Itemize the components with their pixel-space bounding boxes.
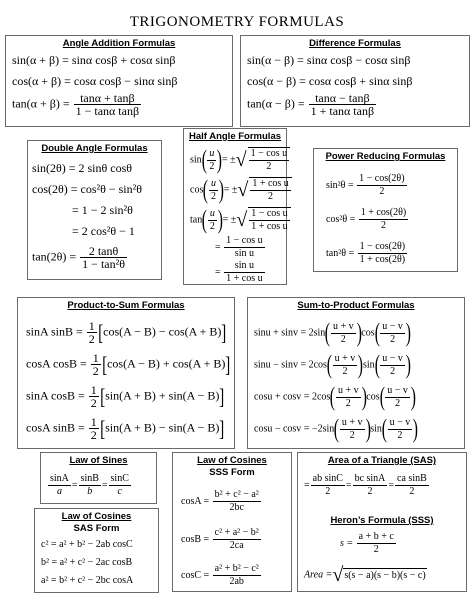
diff-tan-fraction: [309, 92, 376, 117]
u-minus-v: u − v: [387, 384, 408, 396]
half-angle-box: [183, 128, 287, 285]
half-frac: [89, 416, 99, 441]
double-tan-den: 1 − tan²θ: [82, 257, 125, 271]
heron-s-num: a + b + c: [358, 531, 394, 542]
two: 2: [367, 486, 373, 497]
paren-close: ): [217, 145, 223, 174]
product-to-sum-heading: Product-to-Sum Formulas: [67, 300, 185, 311]
cosines-sas-3: a² = b² + c² − 2bc cosA: [41, 575, 134, 586]
u-minus-v: u − v: [389, 416, 411, 428]
power-tan-lhs: tan²θ =: [326, 247, 355, 259]
half-angle-heading: Half Angle Formulas: [188, 131, 282, 142]
cosines-sss-1: [181, 489, 262, 514]
sss-form-subheading: SSS Form: [209, 467, 255, 478]
sss-l3-lhs: cosC =: [181, 569, 210, 581]
stp-l4-lhs: cosu − cosv = −2sin: [254, 423, 335, 435]
sum-tan-num: tanα + tanβ: [74, 92, 141, 105]
area-heading: Area of a Triangle (SAS): [327, 455, 437, 466]
half-u-frac: [208, 208, 217, 233]
sss-l3-num: a² + b² − c²: [214, 563, 259, 574]
stp-formula-1: [254, 320, 411, 346]
pts-l4-bracket: sin(A + B) − sin(A − B): [105, 420, 220, 435]
sum-sin-formula: sin(α + β) = sinα cosβ + cosα sinβ: [12, 53, 176, 67]
two: 2: [349, 429, 355, 441]
stp-upv-frac: [336, 385, 361, 410]
sum-tan-formula: [12, 92, 142, 117]
pts-l1-bracket: cos(A − B) − cos(A + B): [103, 324, 222, 339]
half-tan-alt2-den: 1 + cos u: [226, 273, 263, 284]
double-sin-formula: sin(2θ) = 2 sinθ cosθ: [32, 161, 133, 175]
paren-open: (: [325, 318, 331, 347]
half-tan-num: 1 − cos u: [251, 208, 288, 219]
sines-frac-b: [79, 473, 101, 498]
power-sin-formula: [326, 173, 408, 198]
stp-umv-frac: [380, 353, 405, 378]
eq-sign: =: [345, 479, 352, 491]
paren-close: ): [217, 205, 223, 234]
two: 2: [340, 333, 346, 345]
angle-addition-heading: Angle Addition Formulas: [62, 38, 176, 49]
one: 1: [88, 319, 95, 333]
two: 2: [325, 486, 331, 497]
sinC: sinC: [110, 473, 129, 484]
stp-umv-frac: [388, 417, 413, 442]
u-var: u: [209, 207, 215, 219]
heron-area-formula: [304, 565, 427, 585]
sinB: sinB: [80, 473, 99, 484]
paren-open: (: [381, 414, 387, 443]
eq-sign: =: [215, 241, 221, 253]
difference-heading: Difference Formulas: [309, 38, 401, 49]
stp-formula-2: [254, 352, 411, 378]
power-tan-num: 1 − cos(2θ): [359, 241, 406, 252]
power-cos-lhs: cos²θ =: [326, 213, 356, 225]
pts-formula-1: [26, 320, 227, 345]
stp-upv-frac: [340, 417, 365, 442]
bracket-close: ]: [219, 415, 225, 441]
u-minus-v: u − v: [382, 352, 403, 364]
half-tan-alt2-num: sin u: [224, 260, 264, 273]
area-formula: [304, 473, 430, 498]
law-of-cosines-sas-heading: Law of Cosines: [61, 511, 132, 522]
double-angle-box: [27, 140, 162, 280]
paren-close: ): [356, 318, 362, 347]
double-angle-heading: Double Angle Formulas: [41, 143, 148, 154]
paren-open: (: [326, 350, 332, 379]
pts-formula-4: [26, 416, 225, 441]
double-cos-formula: cos(2θ) = cos²θ − sin²θ: [32, 182, 142, 196]
side-b: b: [87, 486, 93, 497]
paren-open: (: [374, 318, 380, 347]
heron-radicand: s(s − a)(s − b)(s − c): [344, 569, 426, 581]
cosines-sss-3: [181, 563, 262, 588]
power-cos-frac: [359, 207, 408, 232]
area-frac-2: [353, 473, 388, 498]
power-tan-den: 1 + cos(2θ): [359, 254, 406, 265]
heron-s-lhs: s =: [340, 537, 354, 549]
sas-form-subheading: SAS Form: [73, 523, 120, 534]
page-title: TRIGONOMETRY FORMULAS: [129, 14, 345, 30]
paren-open: (: [330, 382, 336, 411]
sss-l3-frac: [213, 563, 261, 588]
stp-l4-fn2: sin: [370, 423, 382, 435]
pm-sign: = ±: [223, 184, 238, 196]
paren-close: ): [405, 318, 411, 347]
u-var: u: [209, 147, 215, 159]
two: 2: [345, 397, 351, 409]
power-sin-frac: [357, 173, 406, 198]
half-u-frac: [207, 148, 216, 173]
law-of-sines-formula: [47, 473, 132, 498]
sqrt-sign: √: [237, 179, 249, 201]
pts-l2-lhs: cosA cosB =: [26, 356, 87, 371]
diff-tan-formula: [247, 92, 377, 117]
sss-l1-frac: [213, 489, 261, 514]
bracket-close: ]: [221, 319, 227, 345]
pts-l2-bracket: cos(A − B) + cos(A + B): [107, 356, 226, 371]
half-tan-alt2-frac: [224, 260, 264, 285]
stp-formula-4: [254, 416, 418, 442]
pts-l3-bracket: sin(A + B) + sin(A − B): [105, 388, 220, 403]
law-of-sines-box: [40, 452, 157, 504]
half-tan-alt1-frac: [224, 235, 264, 260]
half-tan-alt1: [215, 235, 266, 260]
two: 2: [397, 429, 403, 441]
eq-sign: =: [71, 479, 78, 491]
area-frac-3: [395, 473, 429, 498]
bracket-open: [: [97, 319, 104, 345]
paren-open: (: [379, 382, 385, 411]
area-f2-num: bc sinA: [354, 473, 386, 484]
half-cos-num: 1 + cos u: [252, 178, 289, 189]
pts-l3-lhs: sinA cosB =: [26, 388, 85, 403]
diff-tan-lhs: tan(α − β) =: [247, 96, 305, 111]
u-plus-v: u + v: [337, 384, 359, 396]
sqrt-sign: √: [332, 564, 344, 586]
sum-tan-fraction: [74, 92, 141, 117]
half-tan-fn: tan: [190, 214, 203, 226]
law-of-cosines-sas-box: [34, 508, 159, 593]
paren-open: (: [203, 175, 209, 204]
u-plus-v: u + v: [332, 320, 354, 332]
pm-sign: = ±: [222, 214, 237, 226]
eq-sign: =: [215, 266, 221, 278]
paren-open: (: [333, 414, 340, 443]
half-sin-formula: [190, 147, 291, 173]
two: 2: [211, 190, 217, 202]
stp-l2-fn2: sin: [362, 359, 375, 371]
heron-heading: Heron’s Formula (SSS): [330, 515, 434, 526]
sqrt-sign: √: [235, 149, 247, 171]
pts-formula-2: [26, 352, 231, 377]
paren-close: ): [218, 175, 224, 204]
cosines-sas-2: b² = a² + c² − 2ac cosB: [41, 557, 133, 568]
sss-l2-frac: [213, 527, 261, 552]
paren-close: ): [405, 350, 411, 379]
stp-l3-fn2: cos: [366, 391, 380, 403]
bracket-open: [: [101, 351, 108, 377]
double-tan-lhs: tan(2θ) =: [32, 249, 77, 264]
double-tan-num: 2 tanθ: [80, 245, 127, 258]
one: 1: [90, 383, 97, 397]
product-to-sum-box: [17, 297, 235, 449]
stp-l1-lhs: sinu + sinv = 2sin: [254, 327, 326, 339]
power-reducing-box: [313, 148, 458, 272]
cosines-sas-1: c² = a² + b² − 2ab cosC: [41, 539, 133, 550]
half-frac: [91, 352, 101, 377]
half-cos-fn: cos: [190, 184, 204, 196]
double-cos-alt1: = 1 − 2 sin²θ: [72, 203, 133, 217]
sines-frac-c: [109, 473, 131, 498]
half-frac: [89, 384, 99, 409]
two: 2: [268, 191, 274, 202]
difference-box: [240, 35, 470, 127]
half-sin-fn: sin: [190, 154, 202, 166]
stp-upv-frac: [333, 353, 358, 378]
half-cos-radicand: [249, 177, 291, 203]
heron-s-frac: [357, 531, 396, 556]
paren-close: ): [358, 350, 364, 379]
cosines-sss-2: [181, 527, 262, 552]
bracket-close: ]: [219, 383, 225, 409]
two: 2: [90, 428, 97, 442]
sss-l1-lhs: cosA =: [181, 495, 210, 507]
eq-sign: =: [304, 479, 310, 491]
heron-s-formula: [340, 531, 397, 556]
paren-open: (: [201, 145, 207, 174]
bracket-open: [: [99, 415, 106, 441]
u-plus-v: u + v: [341, 416, 363, 428]
diff-sin-formula: sin(α − β) = sinα cosβ − cosα sinβ: [247, 53, 411, 67]
sum-tan-lhs: tan(α + β) =: [12, 96, 70, 111]
two: 2: [266, 161, 272, 172]
power-reducing-heading: Power Reducing Formulas: [325, 151, 446, 162]
sss-l2-lhs: cosB =: [181, 533, 210, 545]
power-cos-num: 1 + cos(2θ): [360, 207, 407, 218]
stp-formula-3: [254, 384, 416, 410]
area-frac-1: [311, 473, 345, 498]
half-tan-radicand: [248, 207, 290, 233]
heron-area-lhs: Area =: [304, 569, 333, 581]
stp-l1-fn2: cos: [361, 327, 375, 339]
area-box: [297, 452, 467, 592]
two: 2: [380, 220, 386, 231]
paren-close: ): [361, 382, 367, 411]
paren-open: (: [374, 350, 380, 379]
diff-tan-num: tanα − tanβ: [309, 92, 376, 105]
pm-sign: = ±: [222, 154, 236, 166]
sss-l2-den: 2ca: [229, 540, 244, 551]
half-tan-alt1-den: sin u: [234, 248, 254, 259]
paren-close: ): [410, 382, 416, 411]
stp-upv-frac: [331, 321, 356, 346]
sss-l1-den: 2bc: [229, 502, 244, 513]
eq-sign: =: [388, 479, 395, 491]
u-minus-v: u − v: [382, 320, 403, 332]
stp-umv-frac: [385, 385, 410, 410]
paren-close: ): [365, 414, 371, 443]
half-sin-radicand: [248, 147, 290, 173]
two: 2: [209, 220, 215, 232]
pts-l4-lhs: cosA sinB =: [26, 420, 85, 435]
sum-to-product-box: [247, 297, 465, 449]
law-of-sines-heading: Law of Sines: [69, 455, 128, 466]
paren-open: (: [201, 205, 208, 234]
two: 2: [390, 365, 396, 377]
one: 1: [90, 415, 97, 429]
double-tan-formula: [32, 245, 128, 270]
two: 2: [395, 397, 401, 409]
law-of-cosines-sss-box: [172, 452, 292, 592]
angle-addition-box: [5, 35, 233, 127]
stp-l3-lhs: cosu + cosv = 2cos: [254, 391, 331, 403]
sum-tan-den: 1 − tanα tanβ: [75, 104, 140, 118]
sinA: sinA: [50, 473, 69, 484]
half-tan-alt2: [215, 260, 266, 285]
half-tan-den: 1 + cos u: [251, 221, 288, 232]
sss-l3-den: 2ab: [229, 576, 244, 587]
area-f3-num: ca sinB: [397, 473, 427, 484]
pts-l1-lhs: sinA sinB =: [26, 324, 83, 339]
sss-l2-num: c² + a² − b²: [214, 527, 259, 538]
half-u-frac: [209, 178, 218, 203]
two: 2: [373, 544, 379, 555]
side-c: c: [117, 486, 122, 497]
two: 2: [88, 332, 95, 346]
power-tan-formula: [326, 241, 408, 266]
sqrt-sign: √: [236, 209, 248, 231]
power-sin-lhs: sin²θ =: [326, 179, 354, 191]
half-cos-formula: [190, 177, 293, 203]
two: 2: [379, 186, 385, 197]
diff-tan-den: 1 + tanα tanβ: [310, 104, 375, 118]
bracket-close: ]: [225, 351, 231, 377]
sss-l1-num: b² + c² − a²: [214, 489, 259, 500]
half-frac: [87, 320, 97, 345]
two: 2: [209, 160, 215, 172]
pts-formula-3: [26, 384, 225, 409]
two: 2: [409, 486, 415, 497]
bracket-open: [: [99, 383, 106, 409]
paren-close: ): [412, 414, 419, 443]
sum-cos-formula: cos(α + β) = cosα cosβ − sinα sinβ: [12, 74, 178, 88]
two: 2: [90, 396, 97, 410]
half-tan-formula: [190, 207, 292, 233]
diff-cos-formula: cos(α − β) = cosα cosβ + sinα sinβ: [247, 74, 413, 88]
power-cos-formula: [326, 207, 409, 232]
u-var: u: [211, 177, 217, 189]
side-a: a: [56, 486, 62, 497]
two: 2: [390, 333, 396, 345]
power-sin-num: 1 − cos(2θ): [359, 173, 405, 184]
half-sin-num: 1 − cos u: [250, 148, 288, 159]
sum-to-product-heading: Sum-to-Product Formulas: [297, 300, 415, 311]
double-tan-fraction: [80, 245, 127, 270]
sines-frac-a: [48, 473, 71, 498]
u-plus-v: u + v: [334, 352, 356, 364]
stp-l2-lhs: sinu − sinv = 2cos: [254, 359, 327, 371]
stp-umv-frac: [380, 321, 405, 346]
law-of-cosines-sss-heading: Law of Cosines: [197, 455, 267, 466]
two: 2: [92, 364, 99, 378]
two: 2: [342, 365, 348, 377]
eq-sign: =: [101, 479, 108, 491]
double-cos-alt2: = 2 cos²θ − 1: [72, 224, 135, 238]
half-tan-alt1-num: 1 − cos u: [226, 235, 263, 246]
area-f1-num: ab sinC: [312, 473, 343, 484]
power-tan-frac: [358, 241, 407, 266]
one: 1: [92, 351, 99, 365]
